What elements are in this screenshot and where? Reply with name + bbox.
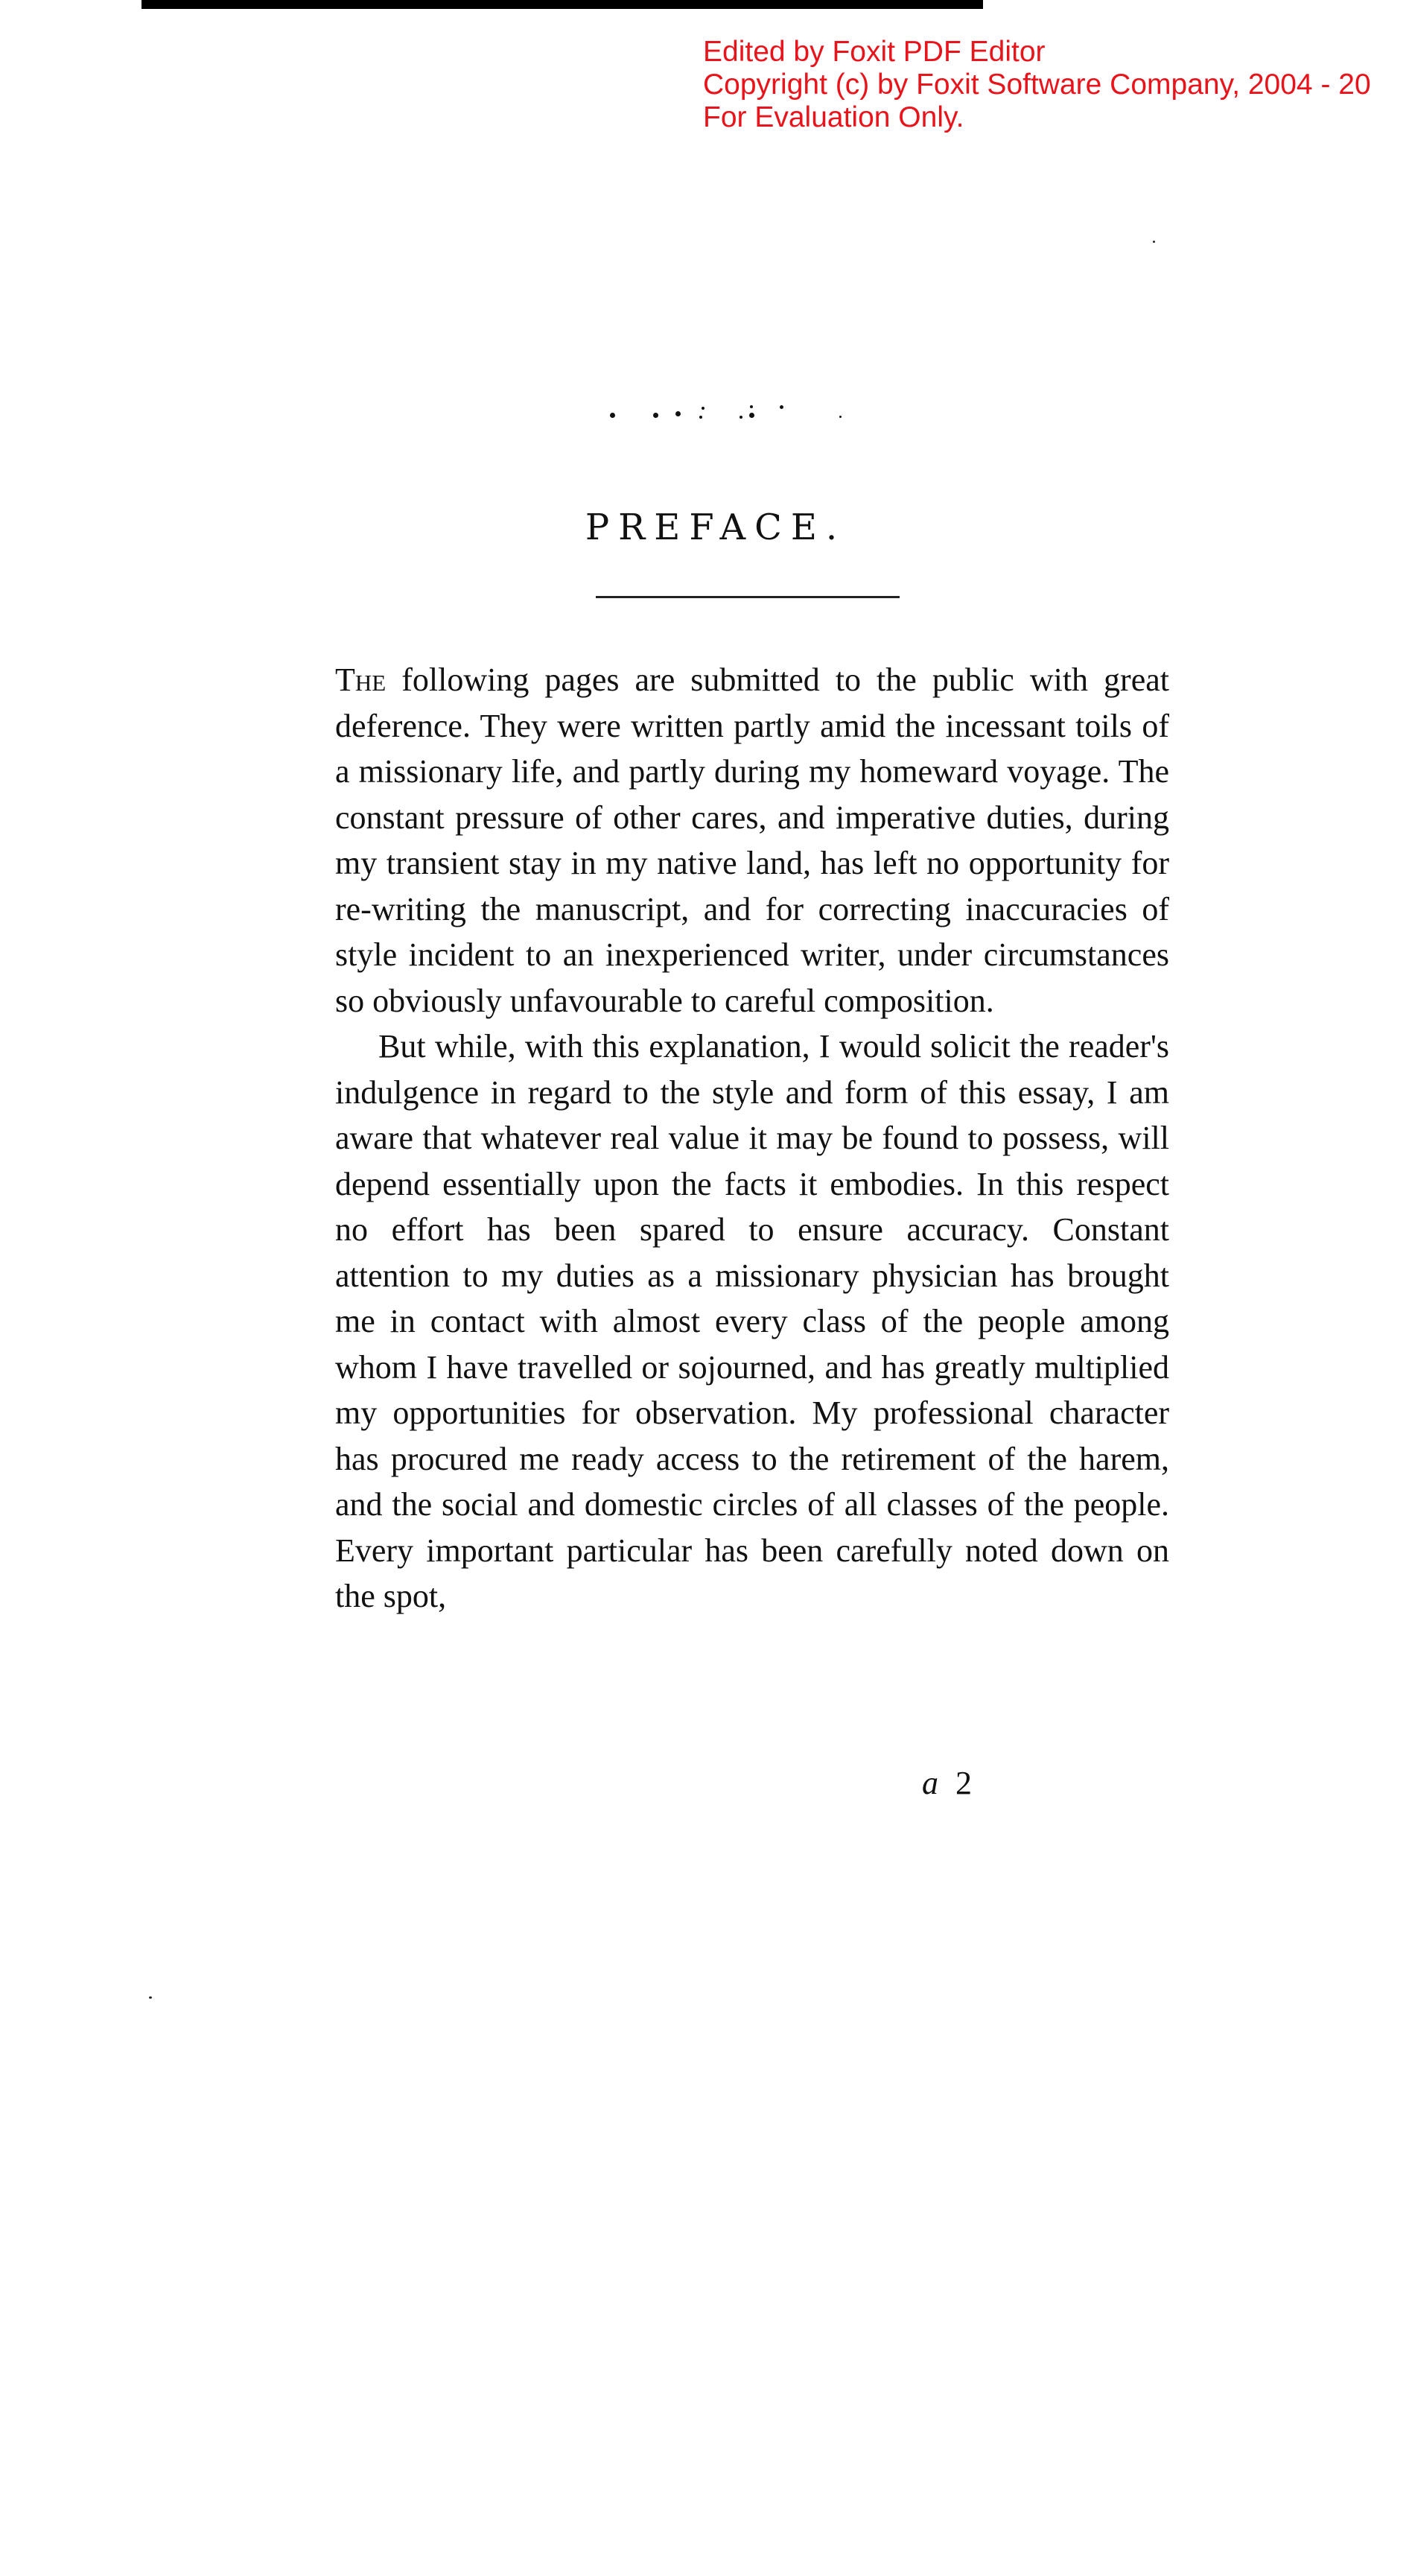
scan-dot <box>749 413 754 418</box>
preface-title: PREFACE. <box>585 507 847 548</box>
scan-dot-row <box>607 402 853 425</box>
scan-dot <box>780 405 783 409</box>
preface-body <box>335 657 1169 1619</box>
scan-dot <box>740 416 742 419</box>
evaluation-watermark <box>703 36 1409 134</box>
signature-mark <box>922 1764 976 1802</box>
scan-dot <box>750 405 753 408</box>
preface-paragraph-2: But while, with this explanation, I would solicit the reader's indulgence in regard to the style and form of this essay, I am aware that whatever real value it may be found to possess, will depend essentially upon the facts it embodies. In this respect no effort has been spared to ensure accuracy. Constant attention to my duties as a missionary physician has brought me in contact with almost every class of the people among whom I have travelled or sojourned, and has greatly multiplied my opportunities for observation. My professional character has procured me ready access to the retirement of the harem, and the social and domestic circles of all classes of the people. Every important particular has been carefully noted down on the spot, <box>335 1028 1169 1614</box>
preface-paragraph-1 <box>335 657 1169 1024</box>
scan-dot <box>675 411 681 416</box>
scan-speck <box>1153 241 1155 243</box>
watermark-line-1: Edited by Foxit PDF Editor <box>703 36 1046 68</box>
scan-dot <box>610 413 615 418</box>
scan-dot <box>699 416 702 419</box>
scan-dot <box>653 413 658 418</box>
watermark-line-2: Copyright (c) by Foxit Software Company, 2004 - 20 <box>703 69 1371 101</box>
title-rule <box>596 596 900 598</box>
paragraph-1-text: following pages are submitted to the public with great deference. They were written partly amid the incessant toils of a missionary life, and partly during my homeward voyage. The constant pressure of other cares, and imperative duties, during my transient stay in my native land, has left no opportunity for re-writing the manuscript, and for correcting inaccuracies of style incident to an inexperienced writer, under circumstances so obviously unfavourable to careful composition. <box>335 662 1169 1019</box>
paragraph-lead-word: The <box>335 662 387 698</box>
signature-letter: a <box>922 1765 943 1801</box>
scan-dot <box>702 407 704 410</box>
signature-number: 2 <box>955 1765 976 1801</box>
watermark-line-3: For Evaluation Only. <box>703 101 964 133</box>
scan-edge-bar <box>141 0 983 9</box>
scan-speck <box>149 1996 152 1999</box>
scan-dot <box>839 416 842 418</box>
